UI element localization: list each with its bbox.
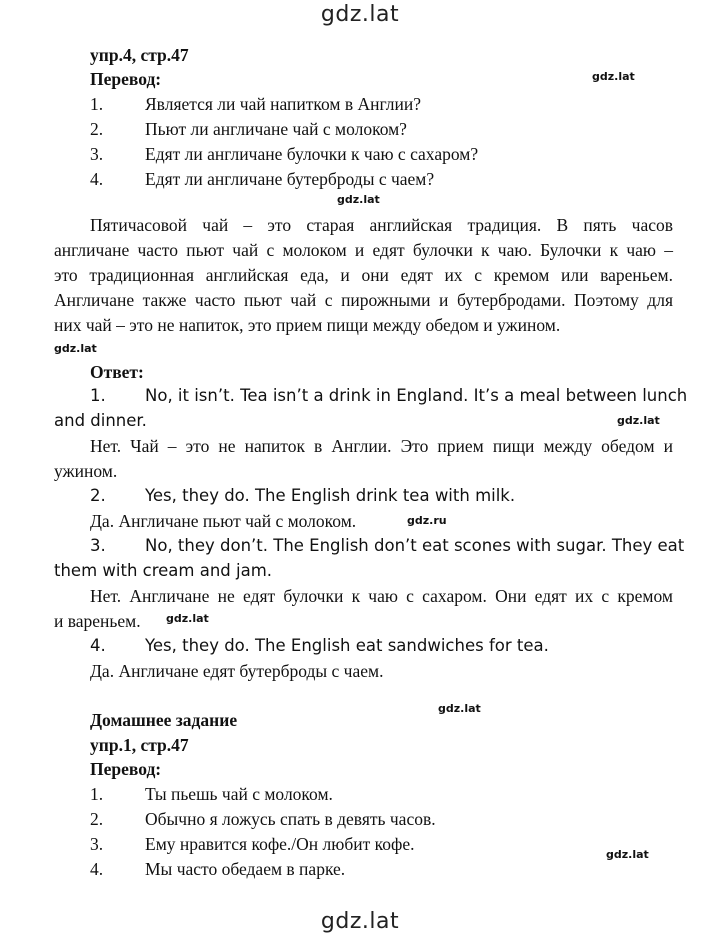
question-text: Является ли чай напитком в Англии? bbox=[145, 94, 422, 114]
watermark-small: gdz.lat bbox=[592, 70, 635, 83]
answer-en: No, it isn’t. Tea isn’t a drink in England. It’s a meal between lunch bbox=[145, 386, 688, 405]
homework-number: 4. bbox=[90, 859, 104, 879]
question-number: 4. bbox=[90, 169, 104, 189]
answer-ru: Нет. Англичане не едят булочки к чаю с сахаром. Они едят их с кремом bbox=[90, 586, 673, 606]
answer-number: 3. bbox=[90, 536, 106, 555]
watermark-small: gdz.ru bbox=[407, 514, 447, 527]
translation-label: Перевод: bbox=[90, 69, 162, 89]
watermark-small: gdz.lat bbox=[54, 342, 97, 355]
answer-en: Yes, they do. The English drink tea with milk. bbox=[145, 486, 516, 505]
watermark-small: gdz.lat bbox=[166, 612, 209, 625]
paragraph-line: англичане часто пьют чай с молоком и едят булочки к чаю. Булочки к чаю – bbox=[54, 240, 673, 260]
paragraph-line: них чай – это не напиток, это прием пищи между обедом и ужином. bbox=[54, 315, 561, 335]
question-number: 2. bbox=[90, 119, 104, 139]
homework-text: Обычно я ложусь спать в девять часов. bbox=[145, 809, 436, 829]
answer-en: them with cream and jam. bbox=[54, 561, 273, 580]
homework-title: Домашнее задание bbox=[90, 710, 238, 730]
homework-number: 1. bbox=[90, 784, 104, 804]
paragraph-line: Англичане также часто пьют чай с пирожными и бутербродами. Поэтому для bbox=[54, 290, 673, 310]
answer-ru: Да. Англичане пьют чай с молоком. bbox=[90, 511, 357, 531]
question-number: 3. bbox=[90, 144, 104, 164]
exercise-heading: упр.4, стр.47 bbox=[90, 45, 189, 65]
answer-number: 2. bbox=[90, 486, 106, 505]
question-text: Едят ли англичане бутерброды с чаем? bbox=[145, 169, 435, 189]
answer-label: Ответ: bbox=[90, 362, 144, 382]
paragraph-line: это традиционная английская еда, и они едят их с кремом или вареньем. bbox=[54, 265, 673, 285]
answer-ru: и вареньем. bbox=[54, 611, 141, 631]
answer-ru: Нет. Чай – это не напиток в Англии. Это прием пищи между обедом и bbox=[90, 436, 673, 456]
answer-number: 4. bbox=[90, 636, 106, 655]
watermark-small: gdz.lat bbox=[617, 414, 660, 427]
paragraph-line: Пятичасовой чай – это старая английская традиция. В пять часов bbox=[90, 215, 673, 235]
watermark-top: gdz.lat bbox=[320, 2, 400, 27]
answer-en: Yes, they do. The English eat sandwiches for tea. bbox=[145, 636, 549, 655]
homework-number: 2. bbox=[90, 809, 104, 829]
homework-text: Ты пьешь чай с молоком. bbox=[145, 784, 333, 804]
answer-ru: ужином. bbox=[54, 461, 118, 481]
homework-heading: упр.1, стр.47 bbox=[90, 735, 189, 755]
answer-en: and dinner. bbox=[54, 411, 147, 430]
homework-number: 3. bbox=[90, 834, 104, 854]
answer-number: 1. bbox=[90, 386, 106, 405]
homework-text: Ему нравится кофе./Он любит кофе. bbox=[145, 834, 415, 854]
homework-text: Мы часто обедаем в парке. bbox=[145, 859, 346, 879]
answer-ru: Да. Англичане едят бутерброды с чаем. bbox=[90, 661, 384, 681]
watermark-bottom: gdz.lat bbox=[320, 909, 400, 934]
question-text: Пьют ли англичане чай с молоком? bbox=[145, 119, 407, 139]
question-number: 1. bbox=[90, 94, 104, 114]
watermark-small: gdz.lat bbox=[337, 193, 380, 206]
question-text: Едят ли англичане булочки к чаю с сахаром? bbox=[145, 144, 479, 164]
watermark-small: gdz.lat bbox=[438, 702, 481, 715]
homework-translation-label: Перевод: bbox=[90, 759, 162, 779]
answer-en: No, they don’t. The English don’t eat scones with sugar. They eat bbox=[145, 536, 685, 555]
watermark-small: gdz.lat bbox=[606, 848, 649, 861]
